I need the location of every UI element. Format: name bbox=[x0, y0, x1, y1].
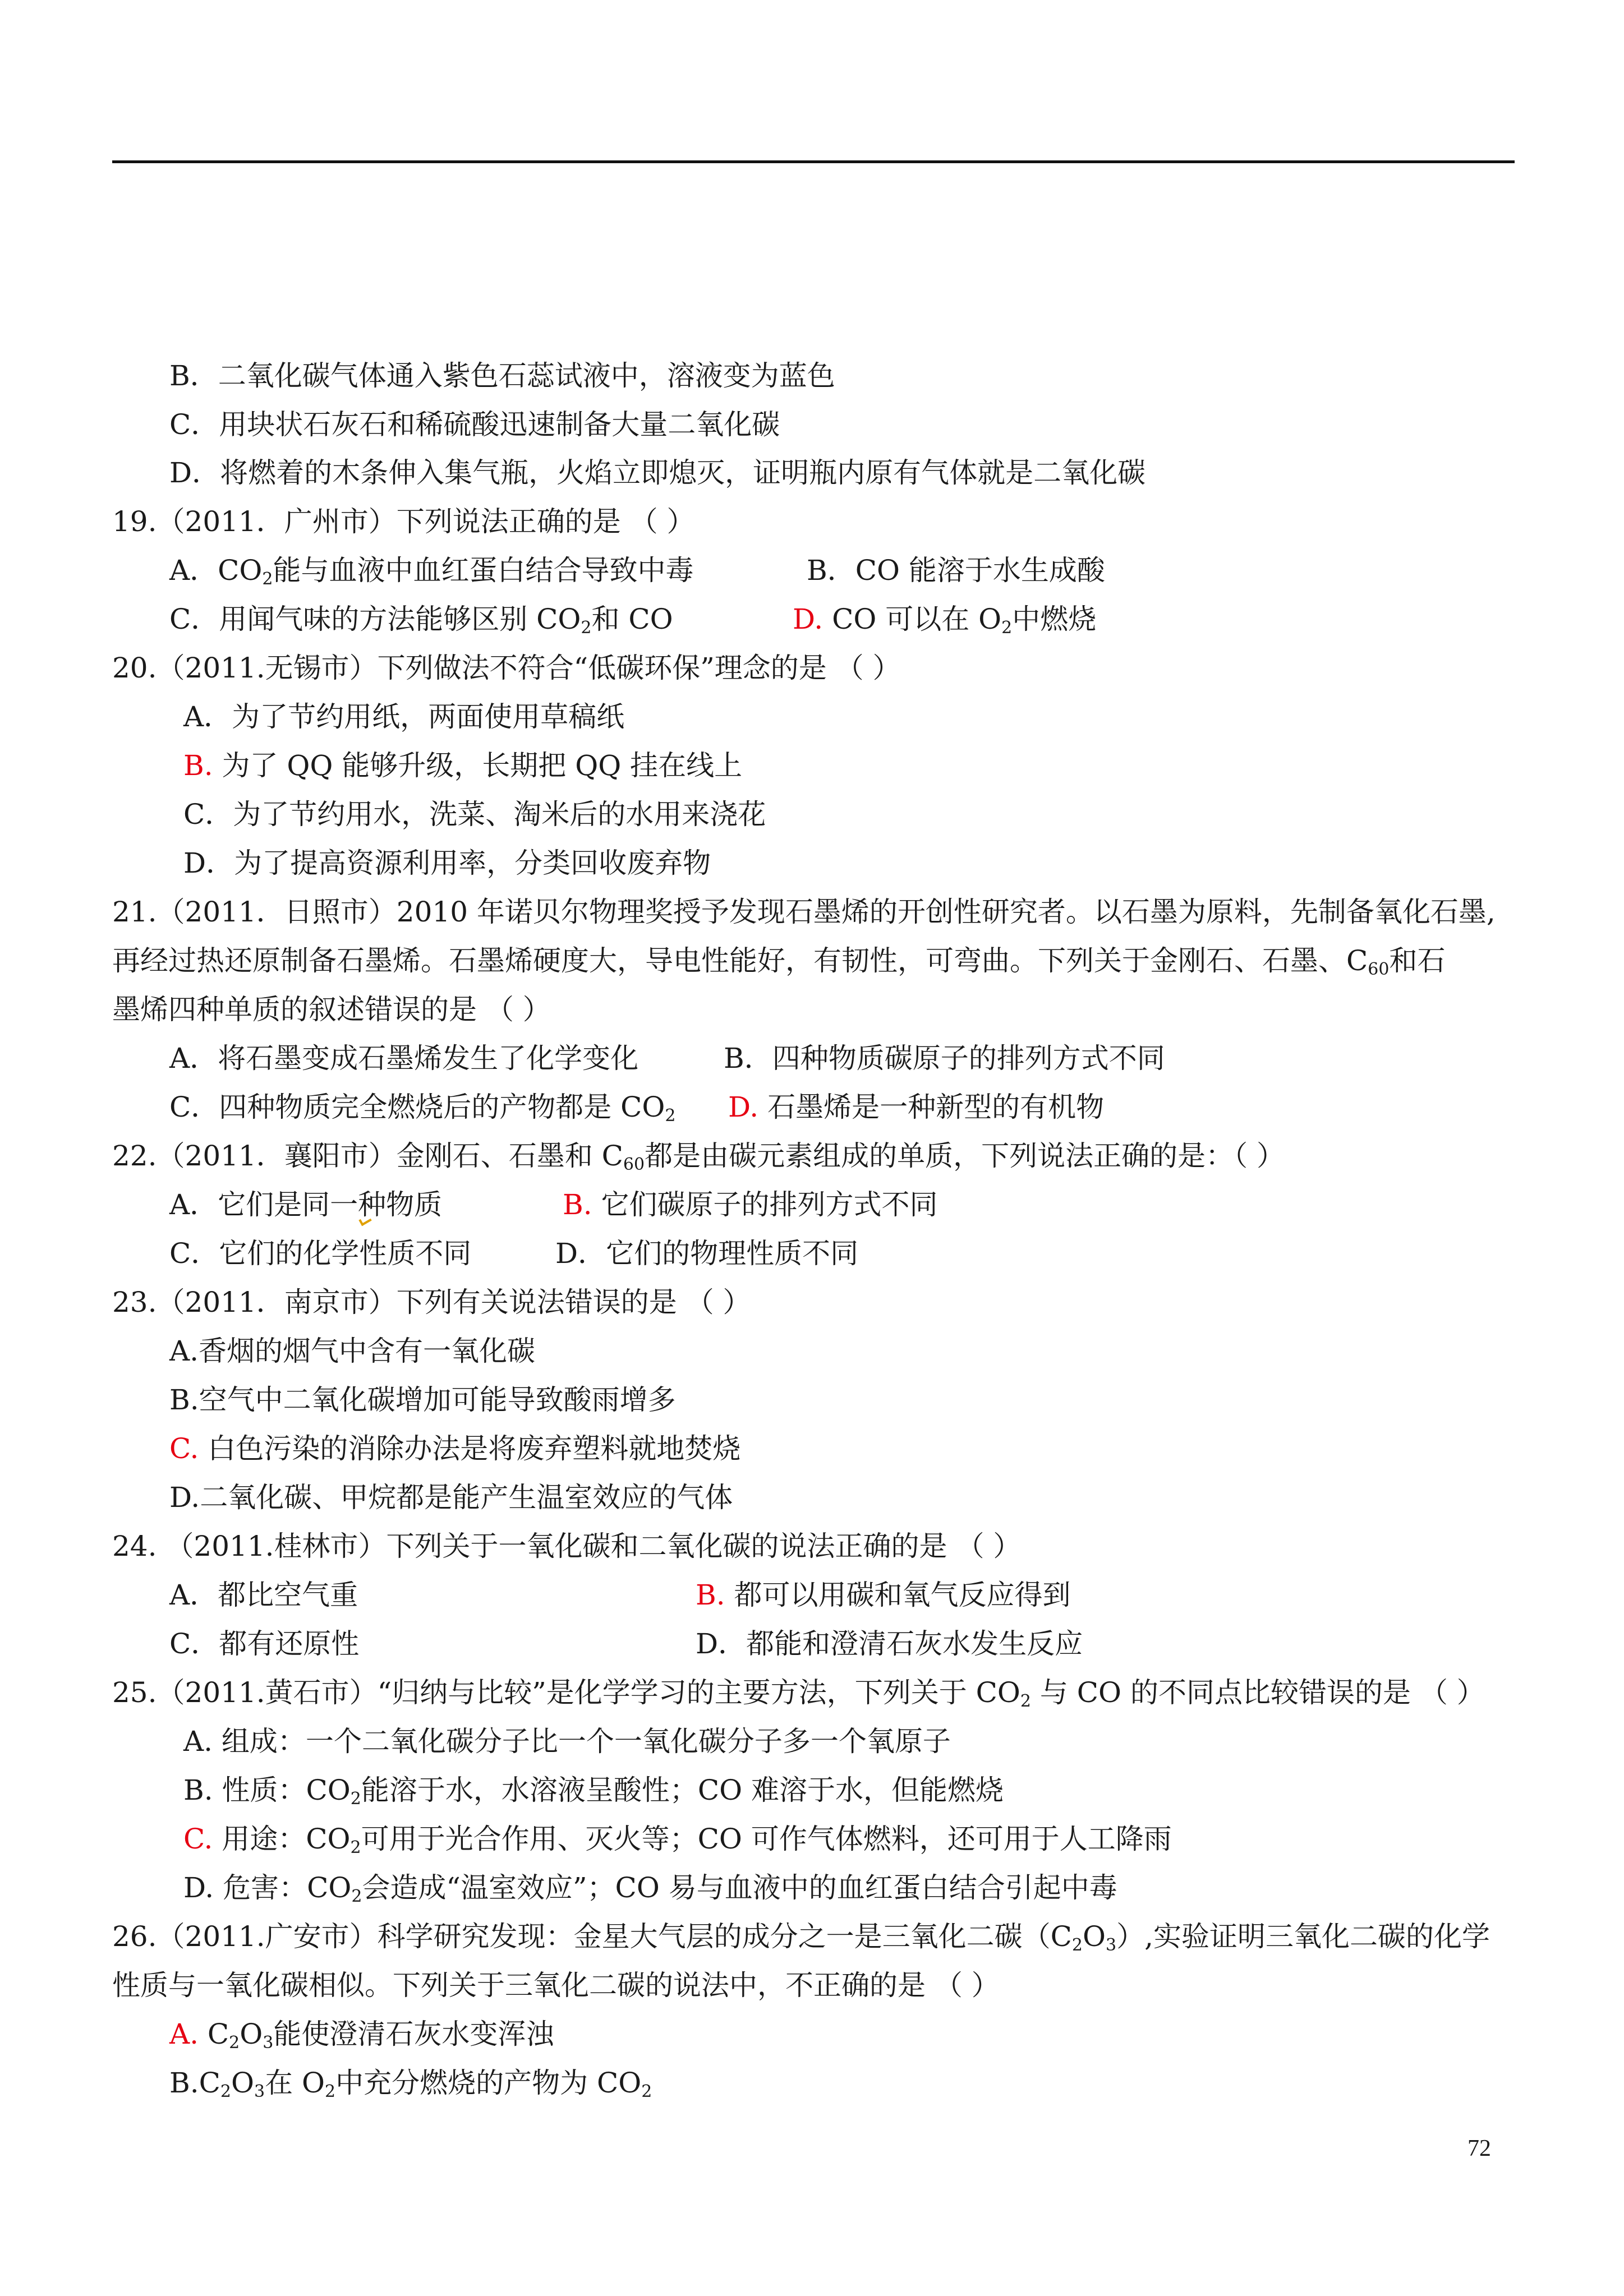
question-stem bbox=[112, 1676, 1485, 1709]
text-run: D. 危害：CO bbox=[183, 1871, 352, 1904]
option-line-right bbox=[807, 554, 1105, 587]
subscript: 2 bbox=[350, 1838, 361, 1857]
option-line-left bbox=[169, 554, 693, 587]
text-run: C．为了节约用水，洗菜、淘米后的水用来浇花 bbox=[183, 798, 766, 831]
subscript: 3 bbox=[254, 2082, 265, 2101]
option-line-right bbox=[696, 1578, 1071, 1612]
text-run: C．用块状石灰石和稀硫酸迅速制备大量二氧化碳 bbox=[169, 408, 780, 441]
text-line bbox=[169, 359, 835, 393]
option-line-right bbox=[563, 1188, 938, 1221]
text-run: B.C bbox=[169, 2067, 220, 2099]
answer-marker: A. bbox=[169, 2018, 199, 2050]
option-line-right bbox=[724, 1041, 1165, 1075]
text-run: B.空气中二氧化碳增加可能导致酸雨增多 bbox=[169, 1384, 676, 1416]
text-line bbox=[183, 749, 742, 782]
text-run: 石墨烯是一种新型的有机物 bbox=[758, 1091, 1105, 1123]
subscript: 2 bbox=[351, 1887, 362, 1906]
text-run: 能使澄清石灰水变浑浊 bbox=[273, 2018, 554, 2050]
text-run: ）,实验证明三氧化二碳的化学 bbox=[1116, 1920, 1490, 1953]
subscript: 2 bbox=[1001, 618, 1013, 638]
subscript: 2 bbox=[262, 569, 273, 589]
text-line bbox=[169, 456, 1145, 490]
text-run: 25.（2011.黄石市）“归纳与比较”是化学学习的主要方法，下列关于 CO bbox=[112, 1676, 1020, 1709]
question-stem bbox=[112, 505, 695, 538]
text-run: D．它们的物理性质不同 bbox=[555, 1237, 859, 1270]
text-run: A.香烟的烟气中含有一氧化碳 bbox=[169, 1335, 536, 1367]
text-line bbox=[169, 1334, 535, 1368]
text-run: A．将石墨变成石墨烯发生了化学变化 bbox=[169, 1042, 639, 1075]
text-run: 24. （2011.桂林市）下列关于一氧化碳和二氧化碳的说法正确的是 （ ） bbox=[112, 1530, 1022, 1562]
text-line bbox=[169, 1383, 676, 1417]
subscript: 2 bbox=[1020, 1691, 1032, 1711]
subscript: 3 bbox=[263, 2033, 274, 2053]
text-run: 会造成“温室效应”；CO 易与血液中的血红蛋白结合引起中毒 bbox=[362, 1871, 1117, 1904]
header-rule bbox=[112, 160, 1515, 163]
subscript: 2 bbox=[229, 2033, 240, 2053]
text-run: A．为了节约用纸，两面使用草稿纸 bbox=[183, 700, 625, 733]
text-run: 它们碳原子的排列方式不同 bbox=[592, 1188, 938, 1221]
text-line bbox=[183, 1725, 951, 1758]
text-run: A．都比空气重 bbox=[169, 1579, 358, 1611]
option-line-right bbox=[696, 1627, 1083, 1661]
subscript: 60 bbox=[1368, 960, 1390, 979]
subscript: 2 bbox=[665, 1106, 676, 1126]
text-line bbox=[169, 1432, 740, 1465]
answer-marker: B. bbox=[183, 749, 213, 782]
text-run: CO 可以在 O bbox=[823, 603, 1002, 635]
answer-marker: D. bbox=[793, 603, 823, 635]
text-run: 20.（2011.无锡市）下列做法不符合“低碳环保”理念的是 （ ） bbox=[112, 652, 901, 684]
text-run: D．将燃着的木条伸入集气瓶，火焰立即熄灭，证明瓶内原有气体就是二氧化碳 bbox=[169, 457, 1146, 489]
text-run: O bbox=[1083, 1920, 1106, 1953]
text-run: C．都有还原性 bbox=[169, 1628, 360, 1660]
text-run: 和 CO bbox=[591, 603, 673, 635]
question-stem bbox=[112, 1285, 751, 1319]
text-run: A. 组成：一个二氧化碳分子比一个一氧化碳分子多一个氧原子 bbox=[183, 1725, 951, 1758]
option-line-right bbox=[793, 602, 1096, 636]
text-run: A．CO bbox=[169, 554, 263, 587]
text-run: D.二氧化碳、甲烷都是能产生温室效应的气体 bbox=[169, 1481, 733, 1514]
text-run: 中燃烧 bbox=[1012, 603, 1097, 635]
text-run: C．四种物质完全燃烧后的产物都是 CO bbox=[169, 1091, 665, 1123]
text-run: 26.（2011.广安市）科学研究发现：金星大气层的成分之一是三氧化二碳（C bbox=[112, 1920, 1072, 1953]
option-line-left bbox=[169, 1041, 638, 1075]
text-line bbox=[183, 700, 624, 734]
text-run: B．CO 能溶于水生成酸 bbox=[807, 554, 1105, 587]
text-run: O bbox=[231, 2067, 254, 2099]
text-line bbox=[169, 408, 780, 441]
text-line bbox=[169, 2017, 554, 2051]
text-line bbox=[183, 1871, 1117, 1905]
text-run: 能溶于水，水溶液呈酸性；CO 难溶于水，但能燃烧 bbox=[361, 1774, 1004, 1806]
text-run: 和石 bbox=[1389, 944, 1446, 977]
answer-marker: C. bbox=[183, 1823, 213, 1855]
text-run: 墨烯四种单质的叙述错误的是 （ ） bbox=[112, 993, 551, 1026]
option-line-left bbox=[169, 1237, 471, 1270]
text-line bbox=[183, 797, 766, 831]
text-run: 可用于光合作用、灭火等；CO 可作气体燃料，还可用于人工降雨 bbox=[361, 1823, 1172, 1855]
text-run: C bbox=[199, 2018, 229, 2050]
subscript: 2 bbox=[350, 1789, 361, 1809]
text-run: 中充分燃烧的产物为 CO bbox=[335, 2067, 642, 2099]
text-run: 19.（2011．广州市）下列说法正确的是 （ ） bbox=[112, 505, 695, 538]
option-line-right bbox=[728, 1090, 1104, 1124]
text-line bbox=[169, 1481, 733, 1514]
answer-marker: B. bbox=[563, 1188, 592, 1221]
option-line-left bbox=[169, 1578, 358, 1612]
text-line bbox=[169, 2066, 652, 2100]
answer-marker: B. bbox=[696, 1579, 725, 1611]
text-line bbox=[183, 1822, 1172, 1856]
text-run: 都可以用碳和氧气反应得到 bbox=[725, 1579, 1071, 1611]
subscript: 60 bbox=[623, 1155, 645, 1174]
subscript: 2 bbox=[220, 2082, 231, 2101]
question-stem bbox=[112, 1139, 1285, 1173]
text-run: A．它们是同一种物质 bbox=[169, 1188, 443, 1221]
text-run: 白色污染的消除办法是将废弃塑料就地焚烧 bbox=[199, 1432, 741, 1465]
subscript: 2 bbox=[581, 618, 592, 638]
text-run: 21.（2011．日照市）2010 年诺贝尔物理奖授予发现石墨烯的开创性研究者。以石墨为原料，先制备氧化石墨, bbox=[112, 896, 1496, 928]
text-line bbox=[183, 846, 711, 880]
text-run: 在 O bbox=[265, 2067, 325, 2099]
answer-marker: D. bbox=[728, 1091, 759, 1123]
option-line-left bbox=[169, 1627, 359, 1661]
option-line-right bbox=[555, 1237, 858, 1270]
subscript: 2 bbox=[641, 2082, 652, 2101]
text-line bbox=[183, 1773, 1004, 1807]
option-line-left bbox=[169, 602, 673, 636]
text-run: 能与血液中血红蛋白结合导致中毒 bbox=[273, 554, 694, 587]
text-run: 用途：CO bbox=[213, 1823, 351, 1855]
text-line bbox=[112, 1968, 1000, 2002]
option-line-left bbox=[169, 1188, 442, 1221]
text-run: 23.（2011．南京市）下列有关说法错误的是 （ ） bbox=[112, 1286, 751, 1318]
text-line bbox=[112, 993, 551, 1026]
page-number: 72 bbox=[1467, 2136, 1491, 2161]
option-line-left bbox=[169, 1090, 676, 1124]
text-run: B. 性质：CO bbox=[183, 1774, 351, 1806]
text-run: 22.（2011．襄阳市）金刚石、石墨和 C bbox=[112, 1140, 623, 1172]
answer-marker: C. bbox=[169, 1432, 199, 1465]
question-stem bbox=[112, 1920, 1490, 1953]
text-line bbox=[112, 944, 1445, 978]
subscript: 3 bbox=[1106, 1935, 1117, 1955]
text-run: D．都能和澄清石灰水发生反应 bbox=[696, 1628, 1083, 1660]
text-run: C．它们的化学性质不同 bbox=[169, 1237, 472, 1270]
text-run: 再经过热还原制备石墨烯。石墨烯硬度大，导电性能好，有韧性，可弯曲。下列关于金刚石、石墨、C bbox=[112, 944, 1368, 977]
question-stem bbox=[112, 651, 901, 685]
subscript: 2 bbox=[1071, 1935, 1083, 1955]
text-run: B．二氧化碳气体通入紫色石蕊试液中，溶液变为蓝色 bbox=[169, 359, 835, 392]
question-stem bbox=[112, 895, 1496, 929]
text-run: 为了 QQ 能够升级，长期把 QQ 挂在线上 bbox=[213, 749, 743, 782]
text-run: B．四种物质碳原子的排列方式不同 bbox=[724, 1042, 1165, 1075]
text-run: D．为了提高资源利用率，分类回收废弃物 bbox=[183, 847, 711, 879]
question-stem bbox=[112, 1529, 1021, 1563]
text-run: 与 CO 的不同点比较错误的是 （ ） bbox=[1031, 1676, 1485, 1709]
text-run: 性质与一氧化碳相似。下列关于三氧化二碳的说法中，不正确的是 （ ） bbox=[112, 1969, 1000, 2002]
text-run: O bbox=[240, 2018, 263, 2050]
text-run: C．用闻气味的方法能够区别 CO bbox=[169, 603, 581, 635]
subscript: 2 bbox=[324, 2082, 336, 2101]
text-run: 都是由碳元素组成的单质，下列说法正确的是：（ ） bbox=[645, 1140, 1285, 1172]
